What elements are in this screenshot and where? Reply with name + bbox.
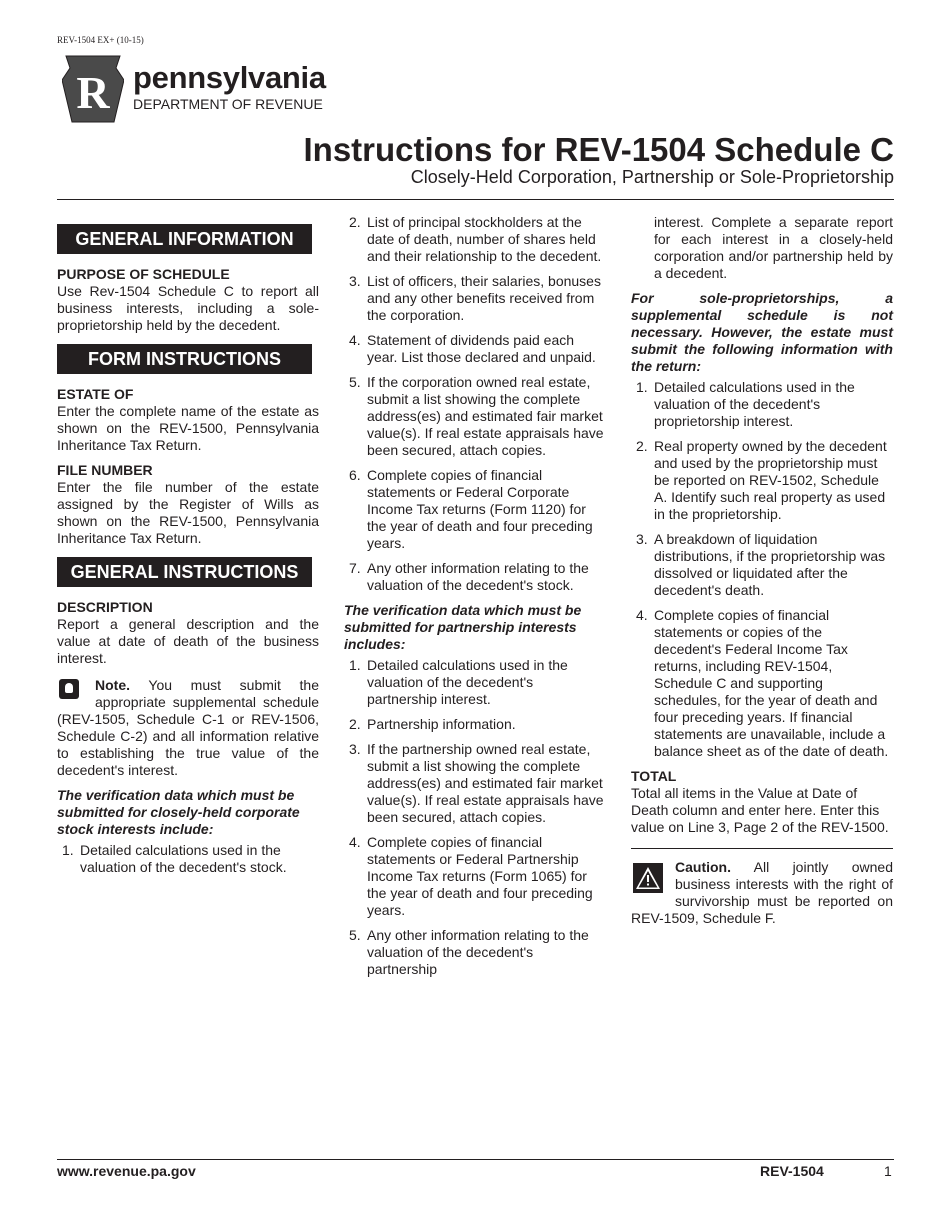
form-code: REV-1504 EX+ (10-15) <box>57 35 144 45</box>
sole-proprietorship-heading: For sole-proprietorships, a supplemental schedule is not necessary. However, the estate must submit the following information with the return: <box>631 290 893 374</box>
caution-box <box>631 859 893 927</box>
partnership-list <box>344 657 606 978</box>
page-subtitle: Closely-Held Corporation, Partnership or Sole-Proprietorship <box>410 167 894 187</box>
list-item: 7. Any other information relating to the valuation of the decedent's stock. <box>349 560 589 593</box>
list-item: 2. Partnership information. <box>349 716 516 732</box>
list-item: 5. If the corporation owned real estate, submit a list showing the complete address(es) and estimated fair market value(s). If real estate appraisals have been secured, attach copies. <box>349 374 604 458</box>
list-item: 2. List of principal stockholders at the date of death, number of shares held and their relationship to the decedent. <box>349 214 602 264</box>
purpose-heading: PURPOSE OF SCHEDULE <box>57 266 230 282</box>
total-heading: TOTAL <box>631 768 677 784</box>
page-number: 1 <box>884 1163 892 1179</box>
warning-icon <box>633 863 663 893</box>
list-item: 1. Detailed calculations used in the valuation of the decedent's proprietorship interest. <box>636 379 855 429</box>
section-general-instructions: GENERAL INSTRUCTIONS <box>57 557 312 587</box>
caution-text: All jointly owned business interests with the right of survivorship must be reported on REV-1509, Schedule F. <box>631 859 894 926</box>
description-heading: DESCRIPTION <box>57 599 153 615</box>
list-item: 3. A breakdown of liquidation distributions, if the proprietorship was dissolved or liquidated after the decedent's death. <box>636 531 886 598</box>
brand-name: pennsylvania <box>133 60 326 95</box>
list-item: 3. List of officers, their salaries, bonuses and any other benefits received from the corporation. <box>349 273 601 323</box>
column-1 <box>57 214 319 884</box>
list-item: 3. If the partnership owned real estate, submit a list showing the complete address(es) and estimated fair market value(s). If real estate appraisals have been secured, attach copies. <box>349 741 604 825</box>
note-box <box>57 677 319 779</box>
purpose-text: Use Rev-1504 Schedule C to report all business interests, including a sole-proprietorship held by the decedent. <box>57 283 319 333</box>
sole-proprietorship-list <box>631 379 893 760</box>
list-item: 4. Statement of dividends paid each year. List those declared and unpaid. <box>349 332 596 365</box>
footer-form-number: REV-1504 <box>760 1163 824 1179</box>
page-title: Instructions for REV-1504 Schedule C <box>303 131 894 168</box>
list-item: 4. Complete copies of financial statements or copies of the decedent's Federal Income Tax returns, including REV-1504, Schedule C and supporting schedules, for the year of death and four preceding years. If financial statements are unavailable, include a balance sheet as of the date of death. <box>636 607 889 759</box>
estate-heading: ESTATE OF <box>57 386 134 402</box>
partnership-verification-heading: The verification data which must be submitted for partnership interests includes: <box>344 602 582 652</box>
department-brand <box>133 62 326 112</box>
file-number-text: Enter the file number of the estate assigned by the Register of Wills as shown on the REV-1500, Pennsylvania Inheritance Tax Return. <box>57 479 319 546</box>
caution-label: Caution. <box>675 859 731 875</box>
column-3 <box>631 214 893 935</box>
list-item: 4. Complete copies of financial statements or Federal Partnership Income Tax returns (Form 1065) for the year of death and four preceding years. <box>349 834 593 918</box>
note-text: You must submit the appropriate supplemental schedule (REV-1505, Schedule C-1 or REV-1506, Schedule C-2) and all information relative to establishing the true value of the decedent's interest. <box>57 677 320 778</box>
list-item: 1. Detailed calculations used in the valuation of the decedent's partnership interest. <box>349 657 568 707</box>
caution-divider <box>631 848 893 849</box>
list-item: 6. Complete copies of financial statements or Federal Corporate Income Tax returns (Form 1120) for the year of death and four preceding years. <box>349 467 593 551</box>
list-item: 5. Any other information relating to the valuation of the decedent's partnership <box>349 927 589 977</box>
brand-department: DEPARTMENT OF REVENUE <box>133 96 323 112</box>
svg-text:R: R <box>76 67 110 118</box>
note-label: Note. <box>95 677 130 693</box>
total-text: Total all items in the Value at Date of Death column and enter here. Enter this value on Line 3, Page 2 of the REV-1500. <box>631 785 889 835</box>
list-item: 2. Real property owned by the decedent and used by the proprietorship must be reported on REV-1502, Schedule A. Identify such real property as used in the proprietorship. <box>636 438 887 522</box>
column-2 <box>344 214 606 986</box>
list-item: 1. Detailed calculations used in the valuation of the decedent's stock. <box>62 842 287 875</box>
footer-divider <box>57 1159 894 1160</box>
description-text: Report a general description and the value at date of death of the business interest. <box>57 616 319 666</box>
corporate-verification-heading: The verification data which must be submitted for closely-held corporate stock interests include: <box>57 787 300 837</box>
header-divider <box>57 199 894 200</box>
file-number-heading: FILE NUMBER <box>57 462 153 478</box>
partnership-continued-text: interest. Complete a separate report for each interest in a closely-held corporation and/or partnership held by a decedent. <box>654 214 893 281</box>
corporate-list-continued <box>344 214 606 594</box>
section-form-instructions: FORM INSTRUCTIONS <box>57 344 312 374</box>
footer-website-link[interactable]: www.revenue.pa.gov <box>57 1163 196 1179</box>
lightbulb-icon <box>59 679 79 699</box>
section-general-information: GENERAL INFORMATION <box>57 224 312 254</box>
keystone-logo-icon <box>62 54 124 124</box>
corporate-list-start <box>57 842 319 876</box>
estate-text: Enter the complete name of the estate as shown on the REV-1500, Pennsylvania Inheritance Tax Return. <box>57 403 319 453</box>
